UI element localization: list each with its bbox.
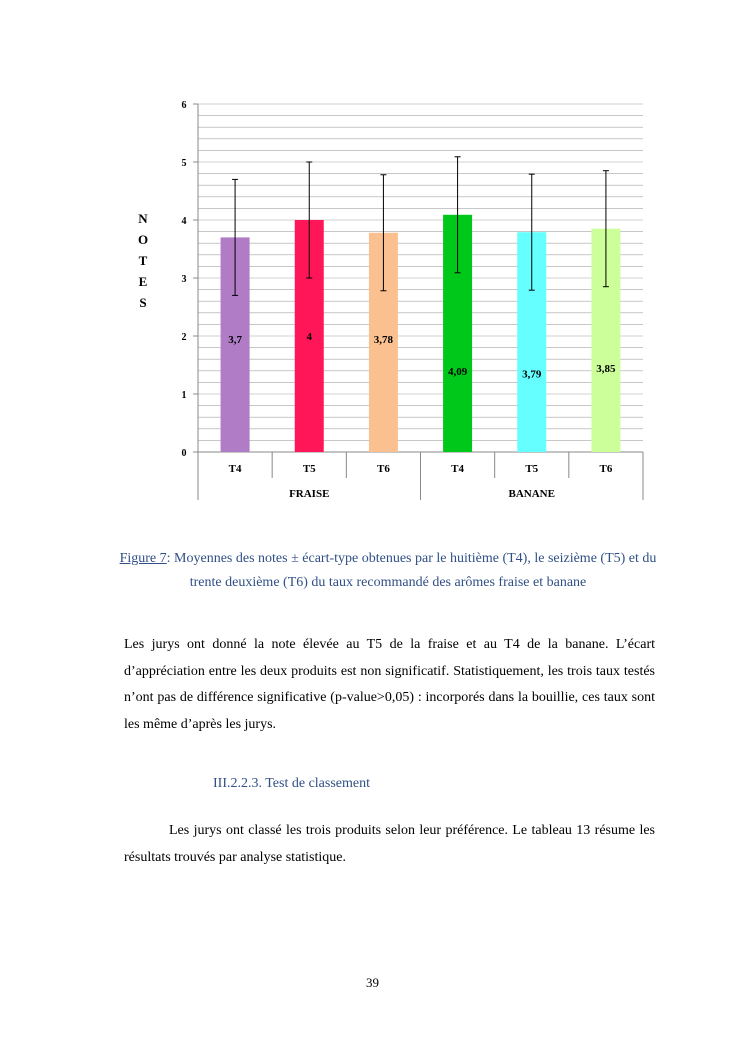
y-axis-label-letter: T [138, 253, 148, 268]
data-label: 3,7 [228, 333, 242, 346]
caption-text: : Moyennes des notes ± écart-type obtenues par le huitième (T4), le seizième (T5) et du trente deuxième (T6) du taux recommandé des arômes fraise et banane [166, 551, 657, 590]
data-label: 4,09 [447, 365, 468, 378]
y-tick-label: 6 [181, 100, 187, 111]
x-tick-label: T4 [451, 463, 465, 475]
page-number: 39 [366, 975, 379, 990]
x-tick-label: T4 [228, 463, 242, 475]
y-tick-label: 0 [181, 448, 187, 459]
data-label: 3,79 [522, 368, 542, 381]
section-heading: III.2.2.3. Test de classement [213, 776, 370, 791]
y-tick-label: 1 [181, 390, 187, 401]
x-tick-label: T6 [376, 463, 390, 475]
figure-reference-link[interactable]: Figure 7 [119, 551, 167, 566]
body-paragraph: Les jurys ont donné la note élevée au T5 de la fraise et au T4 de la banane. L’écart d’appréciation entre les deux produits est non significatif. Statistiquement, les trois taux testés n’ont pas de différence significative (p-value>0,05) : incorporés dans la bouillie, ces taux sont les même d’après les jurys. [124, 637, 655, 732]
body-paragraph: Les jurys ont classé les trois produits selon leur préférence. Le tableau 13 résume les résultats trouvés par analyse statistique. [124, 823, 655, 865]
y-axis-label [134, 208, 152, 313]
data-label: 4 [306, 331, 312, 343]
group-label: BANANE [508, 488, 555, 500]
x-tick-label: T6 [599, 463, 613, 475]
y-axis-label-letter: S [139, 295, 147, 310]
bar-chart [0, 0, 745, 520]
y-axis-label-letter: O [137, 232, 149, 247]
y-tick-label: 5 [181, 158, 187, 169]
y-tick-label: 3 [181, 274, 187, 285]
group-label: FRAISE [289, 488, 330, 500]
y-tick-label: 2 [181, 332, 187, 343]
y-tick-label: 4 [181, 216, 187, 227]
data-label: 3,78 [373, 333, 394, 346]
figure-caption [112, 547, 664, 595]
x-tick-label: T5 [525, 463, 539, 475]
x-tick-label: T5 [302, 463, 316, 475]
y-axis-label-letter: N [138, 211, 148, 226]
data-label: 3,85 [596, 362, 616, 375]
y-axis-label-letter: E [138, 274, 148, 289]
